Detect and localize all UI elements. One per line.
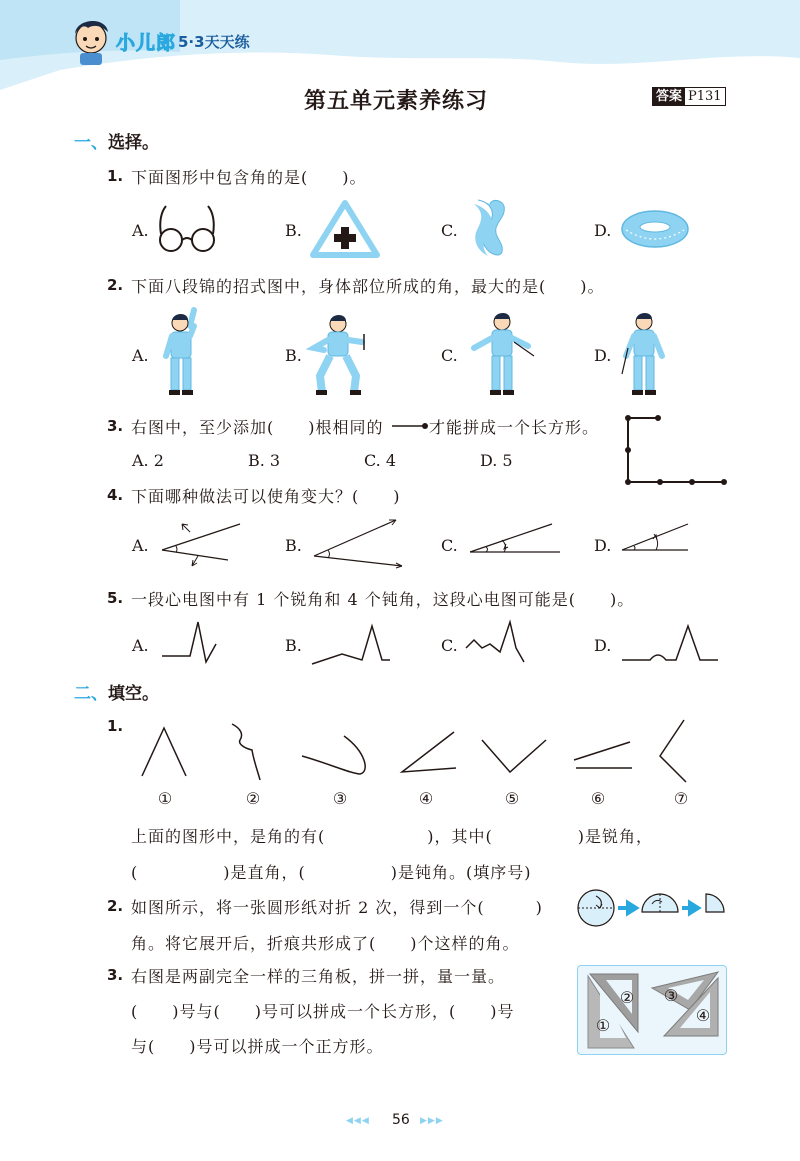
q4-option-a: A. [132,536,149,555]
ecg-d-diagram [622,620,720,666]
glasses-icon [158,204,218,256]
shape-2-diagram [230,722,270,782]
s2-q3-number: 3. [107,966,124,984]
q1-option-d: D. [594,221,612,240]
s2-q3-line2: ( )号与( )号可以拼成一个长方形，( )号 [131,1002,515,1021]
q1-option-b: B. [285,221,302,240]
q1-text: 下面图形中包含角的是( )。 [131,168,367,187]
shape-label-4: ④ [418,789,434,808]
s2-q1-number: 1. [107,717,124,735]
shape-4-diagram [400,728,458,774]
shape-label-6: ⑥ [590,789,606,808]
q3-option-c: C. 4 [364,451,397,470]
shape-label-7: ⑦ [673,789,689,808]
q2-option-c: C. [441,346,458,365]
q1-number: 1. [107,167,124,185]
ring-donut-icon [620,208,690,250]
q1-option-a: A. [132,221,149,240]
footer-left-arrows: ◀◀◀ [346,1116,370,1126]
q4-number: 4. [107,486,124,504]
shape-1-diagram [140,724,190,780]
s2-q2-line1: 如图所示，将一张圆形纸对折 2 次，得到一个( ) [131,898,543,917]
warning-triangle-cross-icon [310,200,380,258]
q4-option-b: B. [285,536,302,555]
q5-option-b: B. [285,636,302,655]
q2-option-a: A. [132,346,149,365]
figure-d-arms-down-icon [620,308,670,398]
figure-a-raised-arm-icon [160,306,210,398]
stick-l-shape-diagram [622,412,732,486]
s2-q3-line3: 与( )号可以拼成一个正方形。 [131,1037,384,1056]
q1-option-c: C. [441,221,458,240]
shape-label-3: ③ [332,789,348,808]
shape-7-diagram [654,718,694,786]
section-1-number: 一、 [74,133,108,153]
answer-page: P131 [688,89,722,104]
board-label-2: ② [619,988,635,1007]
q2-number: 2. [107,276,124,294]
q3-number: 3. [107,417,124,435]
board-label-1: ① [595,1016,611,1035]
s2-q2-line2: 角。将它展开后，折痕共形成了( )个这样的角。 [131,934,520,953]
stick-dot-icon [392,421,430,431]
q2-option-d: D. [594,346,612,365]
board-label-4: ④ [695,1006,711,1025]
q3-text-a: 右图中，至少添加( )根相同的 [131,418,384,437]
q3-text-b: 才能拼成一个长方形。 [429,418,600,437]
figure-b-horse-stance-icon [310,310,374,398]
figure-c-spread-arms-icon [470,308,536,398]
circle-folding-diagram [576,886,726,932]
q5-option-c: C. [441,636,458,655]
angle-a-diagram [160,522,250,568]
q5-text: 一段心电图中有 1 个锐角和 4 个钝角，这段心电图可能是( )。 [131,590,635,609]
s2-q2-number: 2. [107,897,124,915]
q3-option-a: A. 2 [132,451,164,470]
q2-option-b: B. [285,346,302,365]
s2-q3-line1: 右图是两副完全一样的三角板，拼一拼，量一量。 [131,967,506,986]
board-label-3: ③ [663,986,679,1005]
page-number: 56 [392,1112,410,1128]
q5-option-a: A. [132,636,149,655]
shape-5-diagram [480,738,550,774]
answer-badge [652,87,726,106]
ecg-b-diagram [312,620,392,666]
brand-logo: 小儿郎 [116,32,177,54]
angle-c-diagram [468,518,564,562]
section-2-heading [74,679,159,704]
angle-b-diagram [312,516,408,568]
section-1-title: 选择。 [108,133,159,153]
ecg-c-diagram [466,618,528,664]
shape-3-diagram [300,734,370,778]
series-name: 5·3天天练 [178,33,250,51]
triangle-boards-picture [577,965,727,1055]
mascot-icon [70,14,112,66]
angle-d-diagram [620,520,692,560]
twisted-shape-icon [470,198,510,260]
q5-number: 5. [107,589,124,607]
shape-label-5: ⑤ [504,789,520,808]
page-title: 第五单元素养练习 [304,89,489,114]
section-2-number: 二、 [74,684,108,704]
q4-option-c: C. [441,536,458,555]
s2-q1-line1: 上面的图形中，是角的有( )，其中( )是锐角， [131,827,653,846]
q5-option-d: D. [594,636,612,655]
s2-q1-line2: ( )是直角，( )是钝角。(填序号) [131,863,532,882]
shape-label-1: ① [157,789,173,808]
q3-option-d: D. 5 [480,451,513,470]
section-1-heading [74,128,159,153]
shape-label-2: ② [245,789,261,808]
section-2-title: 填空。 [108,684,159,704]
ecg-a-diagram [162,618,218,664]
q3-option-b: B. 3 [248,451,281,470]
shape-6-diagram [572,740,634,770]
q4-option-d: D. [594,536,612,555]
q4-text: 下面哪种做法可以使角变大？( ) [131,487,401,506]
q2-text: 下面八段锦的招式图中，身体部位所成的角，最大的是( )。 [131,277,605,296]
answer-label: 答案 [653,88,685,105]
footer-right-arrows: ▶▶▶ [420,1116,444,1126]
